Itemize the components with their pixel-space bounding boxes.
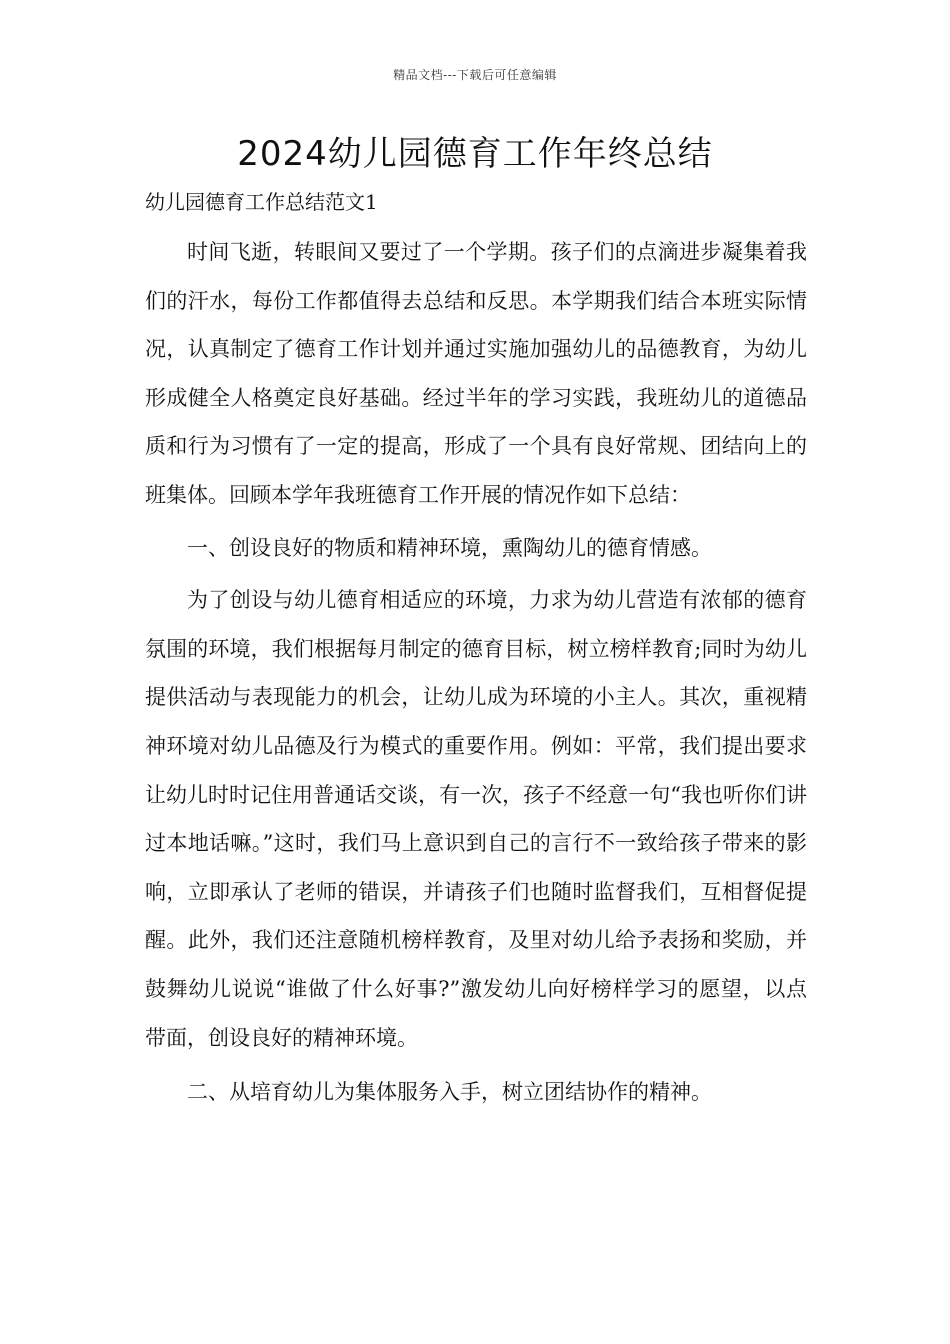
document-subtitle: 幼儿园德育工作总结范文1 (145, 190, 378, 214)
intro-paragraph: 时间飞逝，转眼间又要过了一个学期。孩子们的点滴进步凝集着我们的汗水，每份工作都值得去总结和反思。本学期我们结合本班实际情况，认真制定了德育工作计划并通过实施加强幼儿的品德教育，为幼儿形成健全人格奠定良好基础。经过半年的学习实践，我班幼儿的道德品质和行为习惯有了一定的提高，形成了一个具有良好常规、团结向上的班集体。回顾本学年我班德育工作开展的情况作如下总结： (145, 240, 807, 507)
document-title: 2024幼儿园德育工作年终总结 (237, 134, 713, 174)
section-heading-2: 二、从培育幼儿为集体服务入手，树立团结协作的精神。 (187, 1080, 712, 1105)
header-note: 精品文档---下载后可任意编辑 (393, 68, 557, 82)
document-body (145, 228, 807, 1117)
section-heading-1: 一、创设良好的物质和精神环境，熏陶幼儿的德育情感。 (187, 535, 712, 560)
section-1-paragraph: 为了创设与幼儿德育相适应的环境，力求为幼儿营造有浓郁的德育氛围的环境，我们根据每月制定的德育目标，树立榜样教育;同时为幼儿提供活动与表现能力的机会，让幼儿成为环境的小主人。其次，重视精神环境对幼儿品德及行为模式的重要作用。例如：平常，我们提出要求让幼儿时时记住用普通话交谈，有一次，孩子不经意一句“我也听你们讲过本地话嘛。”这时，我们马上意识到自己的言行不一致给孩子带来的影响，立即承认了老师的错误，并请孩子们也随时监督我们，互相督促提醒。此外，我们还注意随机榜样教育，及里对幼儿给予表扬和奖励，并鼓舞幼儿说说“谁做了什么好事?”激发幼儿向好榜样学习的愿望，以点带面，创设良好的精神环境。 (145, 588, 807, 1050)
